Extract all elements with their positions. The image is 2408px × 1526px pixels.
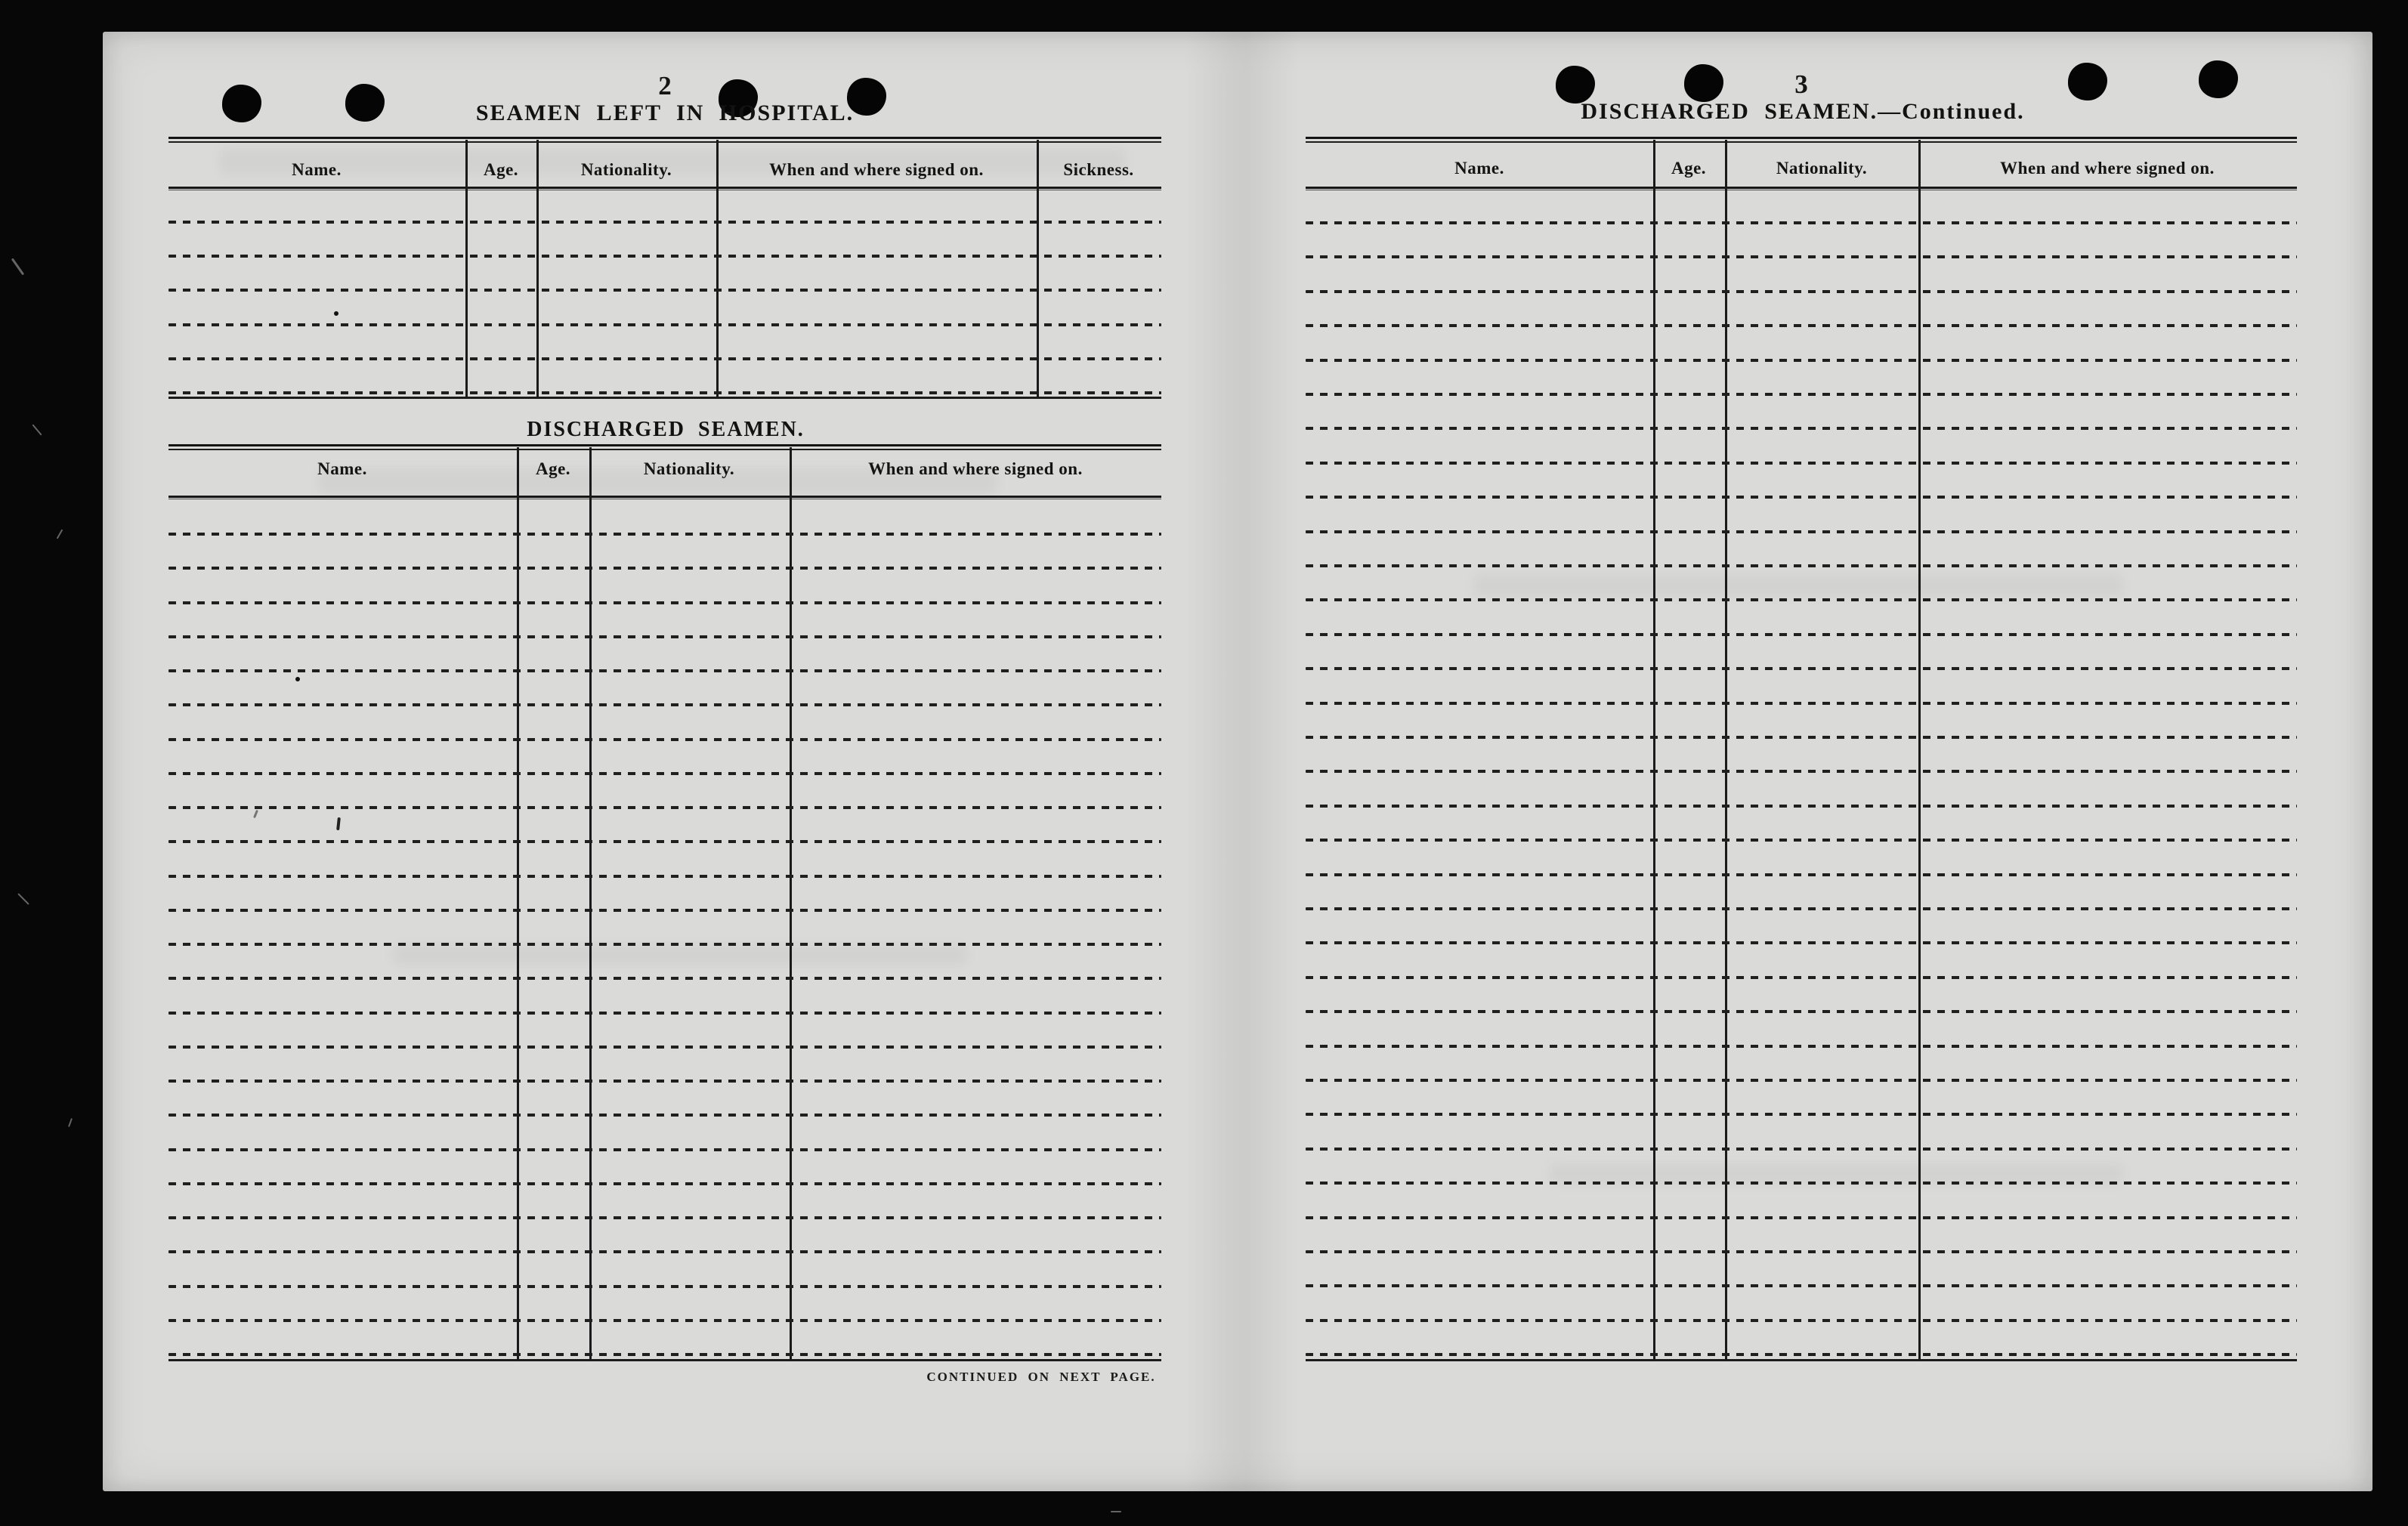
row-entry-line [1306, 1148, 2297, 1151]
row-entry-line [168, 840, 1161, 843]
column-divider [517, 447, 519, 1361]
row-entry-line [168, 533, 1161, 536]
row-entry-line [168, 703, 1161, 706]
row-entry-line [1306, 598, 2297, 601]
column-divider [1725, 140, 1727, 1361]
hospital-table-title: SEAMEN LEFT IN HOSPITAL. [475, 100, 855, 125]
column-divider [790, 447, 792, 1361]
row-entry-line [1306, 907, 2297, 910]
row-entry-line [1306, 255, 2297, 258]
column-header-name: Name. [317, 459, 367, 478]
row-entry-line [1306, 1284, 2297, 1287]
scratch-mark [68, 1118, 73, 1127]
row-entry-line [1306, 1079, 2297, 1082]
column-header-name: Name. [292, 160, 342, 179]
row-entry-line [168, 289, 1161, 292]
punch-hole [222, 85, 261, 122]
discharged-table-title: DISCHARGED SEAMEN. [527, 418, 805, 441]
row-entry-line [1306, 462, 2297, 465]
row-entry-line [1306, 805, 2297, 808]
row-entry-line [1306, 393, 2297, 396]
table-bottom-rule [1306, 1359, 2297, 1361]
row-entry-line [1306, 1045, 2297, 1048]
row-entry-line [1306, 1353, 2297, 1356]
ink-speck [334, 311, 338, 316]
row-entry-line [168, 1012, 1161, 1015]
row-entry-line [1306, 1216, 2297, 1219]
ink-speck [2067, 1284, 2070, 1287]
row-entry-line [168, 875, 1161, 878]
table-bottom-rule [168, 1359, 1161, 1361]
row-entry-line [1306, 941, 2297, 944]
row-entry-line [168, 1148, 1161, 1151]
column-header-age: Age. [1671, 159, 1707, 178]
discharged-continued-title: DISCHARGED SEAMEN.—Continued. [1581, 99, 2025, 124]
row-entry-line [1306, 633, 2297, 636]
column-header-signed-on: When and where signed on. [2000, 159, 2215, 178]
row-entry-line [168, 635, 1161, 638]
column-header-age: Age. [535, 459, 571, 478]
row-entry-line [1306, 359, 2297, 362]
row-entry-line [168, 1285, 1161, 1288]
row-entry-line [1306, 702, 2297, 705]
punch-hole [1684, 64, 1723, 102]
column-header-signed-on: When and where signed on. [868, 459, 1083, 478]
row-entry-line [168, 1182, 1161, 1185]
page-number-left: 2 [658, 71, 672, 100]
row-entry-line [168, 323, 1161, 326]
column-divider [1918, 140, 1921, 1361]
row-entry-line [168, 255, 1161, 258]
row-entry-line [1306, 1250, 2297, 1253]
row-entry-line [168, 738, 1161, 741]
table-top-rule [168, 444, 1161, 451]
column-header-signed-on: When and where signed on. [769, 160, 984, 179]
row-entry-line [1306, 736, 2297, 739]
punch-hole [1556, 66, 1595, 103]
punch-hole [2068, 63, 2107, 100]
row-entry-line [1306, 1319, 2297, 1322]
row-entry-line [168, 1080, 1161, 1083]
row-entry-line [168, 772, 1161, 775]
punch-hole [2199, 60, 2238, 98]
row-entry-line [168, 806, 1161, 809]
header-underline [168, 496, 1161, 500]
header-underline [168, 187, 1161, 191]
row-entry-line [168, 1216, 1161, 1219]
row-entry-line [1306, 427, 2297, 430]
row-entry-line [1306, 1010, 2297, 1013]
scratch-mark [17, 893, 29, 905]
continued-note: CONTINUED ON NEXT PAGE. [926, 1370, 1156, 1384]
row-entry-line [1306, 496, 2297, 499]
row-entry-line [1306, 839, 2297, 842]
scratch-mark [57, 529, 63, 539]
column-header-nationality: Nationality. [580, 160, 672, 179]
scratch-mark [11, 258, 24, 275]
table-bottom-rule [168, 397, 1161, 399]
row-entry-line [1306, 221, 2297, 224]
row-entry-line [1306, 564, 2297, 567]
row-entry-line [168, 943, 1161, 946]
row-entry-line [1306, 324, 2297, 327]
column-header-sickness: Sickness. [1063, 160, 1134, 179]
row-entry-line [168, 601, 1161, 604]
ink-speck [295, 677, 300, 681]
column-divider [589, 447, 592, 1361]
row-entry-line [168, 1046, 1161, 1049]
column-header-name: Name. [1454, 159, 1504, 178]
row-entry-line [168, 1353, 1161, 1356]
row-entry-line [1306, 1182, 2297, 1185]
table-top-rule [168, 137, 1161, 144]
row-entry-line [168, 1250, 1161, 1253]
row-entry-line [1306, 667, 2297, 670]
row-entry-line [1306, 530, 2297, 533]
punch-hole [345, 84, 385, 122]
row-entry-line [1306, 290, 2297, 293]
column-header-nationality: Nationality. [643, 459, 735, 478]
row-entry-line [1306, 976, 2297, 979]
row-entry-line [168, 221, 1161, 224]
row-entry-line [168, 1319, 1161, 1322]
page-number-right: 3 [1794, 70, 1808, 99]
scratch-mark [1111, 1511, 1121, 1512]
book-spread [103, 32, 2372, 1491]
row-entry-line [168, 669, 1161, 672]
row-entry-line [1306, 1113, 2297, 1116]
row-entry-line [168, 391, 1161, 394]
row-entry-line [168, 1114, 1161, 1117]
header-underline [1306, 187, 2297, 191]
row-entry-line [168, 909, 1161, 912]
column-divider [1653, 140, 1655, 1361]
column-header-nationality: Nationality. [1776, 159, 1868, 178]
row-entry-line [168, 357, 1161, 360]
column-header-age: Age. [483, 160, 519, 179]
row-entry-line [1306, 770, 2297, 773]
scratch-mark [32, 424, 42, 435]
row-entry-line [168, 567, 1161, 570]
table-top-rule [1306, 137, 2297, 144]
row-entry-line [168, 977, 1161, 980]
row-entry-line [1306, 873, 2297, 876]
